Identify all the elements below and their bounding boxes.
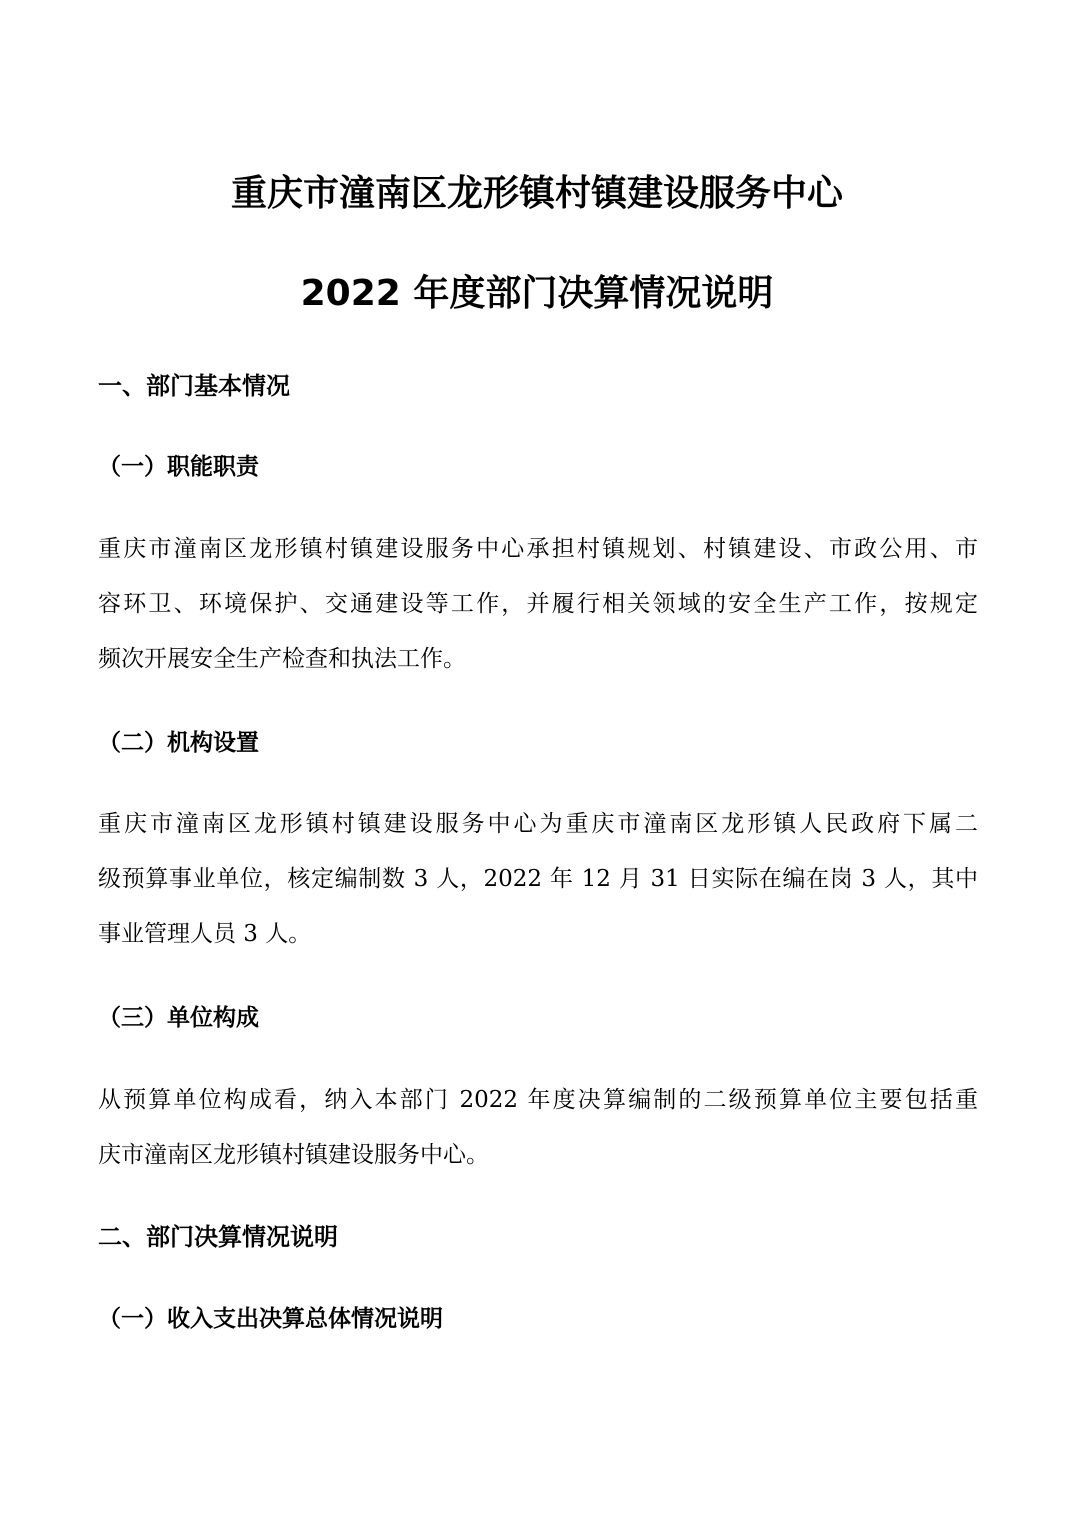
paragraph-line: 级预算事业单位，核定编制数 3 人，2022 年 12 月 31 日实际在编在岗 3 人，其中 (98, 866, 978, 892)
document-title-line2: 2022 年度部门决算情况说明 (300, 273, 774, 314)
paragraph-line: 庆市潼南区龙形镇村镇建设服务中心。 (98, 1142, 489, 1168)
section2-sub1-heading: （一）收入支出决算总体情况说明 (98, 1306, 443, 1332)
section1-sub2-heading: （二）机构设置 (98, 730, 259, 756)
document-title-line1: 重庆市潼南区龙形镇村镇建设服务中心 (230, 173, 843, 214)
section2-heading: 二、部门决算情况说明 (98, 1223, 338, 1251)
paragraph-line: 重庆市潼南区龙形镇村镇建设服务中心承担村镇规划、村镇建设、市政公用、市 (98, 536, 978, 562)
paragraph-line: 从预算单位构成看，纳入本部门 2022 年度决算编制的二级预算单位主要包括重 (98, 1087, 978, 1113)
section1-sub3-heading: （三）单位构成 (98, 1005, 259, 1031)
section1-sub3-paragraph (98, 1073, 978, 1183)
paragraph-line: 事业管理人员 3 人。 (98, 921, 312, 947)
section1-heading: 一、部门基本情况 (98, 372, 290, 400)
paragraph-line: 重庆市潼南区龙形镇村镇建设服务中心为重庆市潼南区龙形镇人民政府下属二 (98, 811, 978, 837)
paragraph-line: 容环卫、环境保护、交通建设等工作，并履行相关领域的安全生产工作，按规定 (98, 591, 978, 617)
section1-sub2-paragraph (98, 797, 978, 962)
section1-sub1-heading: （一）职能职责 (98, 454, 259, 480)
paragraph-line: 频次开展安全生产检查和执法工作。 (98, 646, 466, 672)
section1-sub1-paragraph (98, 522, 978, 687)
